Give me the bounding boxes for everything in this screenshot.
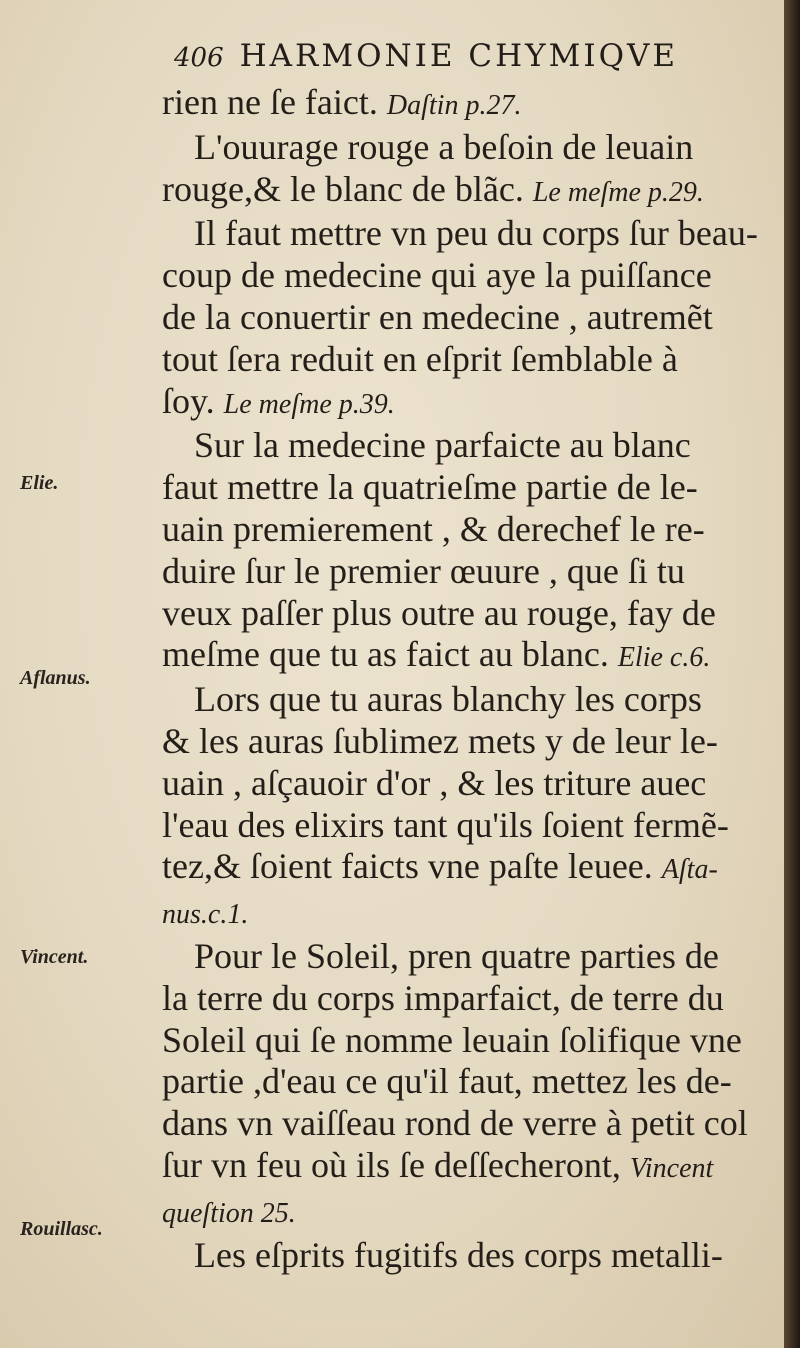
margin-note: Aflanus. bbox=[20, 667, 91, 689]
line-text: faut mettre la quatrieſme partie de le- bbox=[162, 467, 698, 508]
text-line bbox=[162, 213, 762, 255]
line-text: tout ſera reduit en eſprit ſemblable à bbox=[162, 338, 678, 379]
line-text: Soleil qui ſe nomme leuain ſolifique vne bbox=[162, 1019, 742, 1060]
text-line bbox=[162, 1190, 762, 1235]
text-line bbox=[162, 1061, 762, 1103]
page-header bbox=[174, 38, 774, 74]
text-line bbox=[162, 1020, 762, 1062]
line-text: duire ſur le premier œuure , que ſi tu bbox=[162, 550, 685, 591]
line-text: rien ne ſe faict. bbox=[162, 82, 378, 122]
text-line bbox=[162, 763, 762, 805]
margin-note: Elie. bbox=[20, 472, 59, 494]
line-text: L'ouurage rouge a beſoin de leuain bbox=[194, 126, 694, 167]
citation-reference: Elie c.6. bbox=[617, 642, 711, 674]
text-line bbox=[162, 551, 762, 593]
text-line bbox=[162, 467, 762, 509]
line-text: meſme que tu as faict au blanc. bbox=[162, 634, 609, 675]
citation-reference: Daſtin p.27. bbox=[386, 90, 522, 121]
text-line bbox=[162, 679, 762, 721]
citation-reference: Vincent bbox=[629, 1152, 714, 1184]
line-text: ſoy. bbox=[162, 380, 215, 421]
text-line bbox=[162, 82, 762, 127]
text-line bbox=[162, 425, 762, 467]
citation-reference: queſtion 25. bbox=[162, 1197, 296, 1229]
text-line bbox=[162, 936, 762, 978]
margin-note: Vincent. bbox=[20, 946, 89, 968]
line-text: l'eau des elixirs tant qu'ils ſoient fermẽ- bbox=[162, 804, 729, 845]
citation-reference: Aſta- bbox=[661, 854, 718, 886]
text-line bbox=[162, 978, 762, 1020]
text-line bbox=[162, 127, 762, 169]
text-line bbox=[162, 169, 762, 214]
text-line bbox=[162, 1103, 762, 1145]
text-line bbox=[162, 846, 762, 891]
text-line bbox=[162, 339, 762, 381]
text-line bbox=[162, 593, 762, 635]
page-number: 406 bbox=[174, 43, 224, 73]
text-line bbox=[162, 805, 762, 847]
text-line bbox=[162, 891, 762, 936]
line-text: la terre du corps imparfaict, de terre du bbox=[162, 977, 724, 1018]
citation-reference: Le meſme p.39. bbox=[223, 388, 395, 420]
text-line bbox=[162, 1235, 762, 1277]
line-text: Les eſprits fugitifs des corps metalli- bbox=[194, 1234, 723, 1275]
line-text: ſur vn feu où ils ſe deſſecheront, bbox=[162, 1144, 621, 1185]
margin-note: Rouillasc. bbox=[20, 1218, 103, 1240]
line-text: uain , aſçauoir d'or , & les triture auec bbox=[162, 762, 707, 803]
line-text: coup de medecine qui aye la puiſſance bbox=[162, 255, 712, 296]
line-text: Lors que tu auras blanchy les corps bbox=[194, 679, 702, 720]
line-text: Il faut mettre vn peu du corps ſur beau- bbox=[194, 213, 758, 254]
book-gutter bbox=[784, 0, 800, 1348]
body-text bbox=[162, 82, 762, 1276]
text-line bbox=[162, 721, 762, 763]
line-text: de la conuertir en medecine , autremẽt bbox=[162, 296, 713, 337]
citation-reference: nus.c.1. bbox=[162, 899, 249, 931]
line-text: Sur la medecine parfaicte au blanc bbox=[194, 425, 691, 466]
line-text: Pour le Soleil, pren quatre parties de bbox=[194, 935, 719, 976]
citation-reference: Le meſme p.29. bbox=[532, 176, 704, 208]
line-text: partie ,d'eau ce qu'il faut, mettez les de- bbox=[162, 1061, 732, 1102]
line-text: dans vn vaiſſeau rond de verre à petit col bbox=[162, 1103, 748, 1144]
text-line bbox=[162, 381, 762, 426]
text-line bbox=[162, 634, 762, 679]
line-text: & les auras ſublimez mets y de leur le- bbox=[162, 720, 718, 761]
line-text: rouge,& le blanc de blãc. bbox=[162, 168, 524, 209]
line-text: uain premierement , & derechef le re- bbox=[162, 508, 705, 549]
text-line bbox=[162, 255, 762, 297]
line-text: veux paſſer plus outre au rouge, fay de bbox=[162, 592, 716, 633]
text-line bbox=[162, 297, 762, 339]
text-line bbox=[162, 509, 762, 551]
text-line bbox=[162, 1145, 762, 1190]
line-text: tez,& ſoient faicts vne paſte leuee. bbox=[162, 846, 653, 887]
running-title: HARMONIE CHYMIQVE bbox=[239, 38, 679, 74]
